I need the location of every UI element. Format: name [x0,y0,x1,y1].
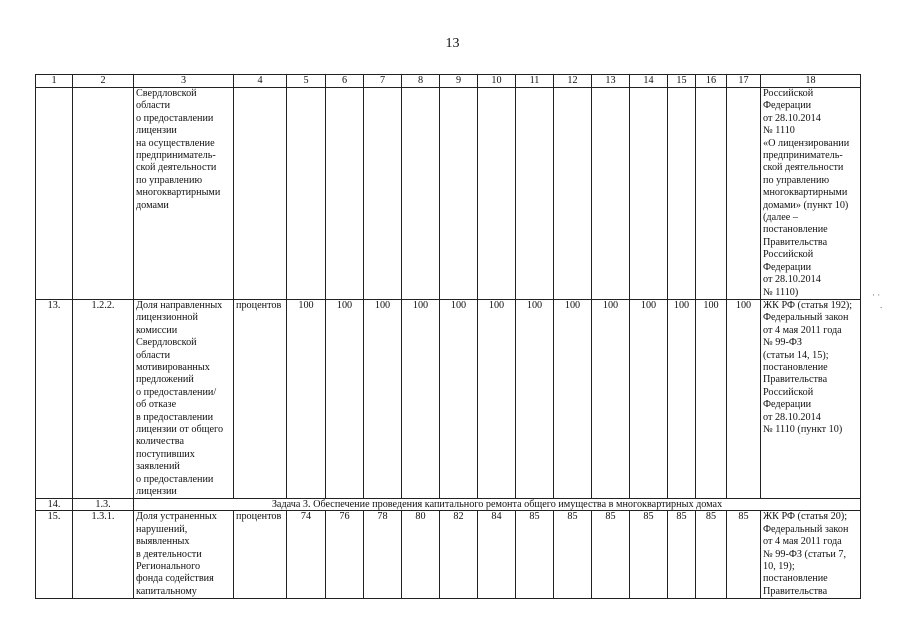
row-code: 1.3.1. [73,511,134,599]
value-cell: 100 [630,299,668,499]
legal-source: ЖК РФ (статья 20); Федеральный закон от 4 мая 2011 года № 99-ФЗ (статьи 7, 10, 19); постановление Правительства [761,511,861,599]
unit [234,88,287,300]
indicator-name: Свердловской области о предоставлении лицензии на осуществление предприниматель- ской деятельности по управлению многоквартирными домами [134,88,234,300]
value-cell: 100 [668,299,696,499]
task-row [36,499,861,511]
unit: процентов [234,511,287,599]
column-number: 11 [516,75,554,88]
value-cell [592,88,630,300]
value-cell [326,88,364,300]
value-cell: 85 [516,511,554,599]
value-cell: 74 [287,511,326,599]
row-number: 13. [36,299,73,499]
value-cell: 100 [727,299,761,499]
value-cell: 100 [326,299,364,499]
column-number: 16 [696,75,727,88]
indicator-name: Доля устраненных нарушений, выявленных в деятельности Регионального фонда содействия капитальному [134,511,234,599]
value-cell: 100 [402,299,440,499]
column-number: 9 [440,75,478,88]
value-cell: 100 [364,299,402,499]
value-cell: 85 [696,511,727,599]
value-cell: 100 [696,299,727,499]
column-number: 7 [364,75,402,88]
value-cell: 100 [592,299,630,499]
column-number: 15 [668,75,696,88]
page-number: 13 [445,36,460,51]
value-cell: 82 [440,511,478,599]
value-cell [630,88,668,300]
column-number: 13 [592,75,630,88]
row-number [36,88,73,300]
legal-source: Российской Федерации от 28.10.2014 № 1110 «О лицензировании предприниматель- ской деятельности по управлению многоквартирными домами» (пункт 10) (далее – постановление Правительства Российской Федерации от 28.10.2014 № 1110) [761,88,861,300]
value-cell [668,88,696,300]
value-cell: 100 [478,299,516,499]
legal-source: ЖК РФ (статья 192); Федеральный закон от 4 мая 2011 года № 99-ФЗ (статьи 14, 15); постановление Правительства Российской Федерации от 28.10.2014 № 1110 (пункт 10) [761,299,861,499]
scan-speck: · · [872,290,881,300]
value-cell: 76 [326,511,364,599]
value-cell: 100 [287,299,326,499]
value-cell: 100 [440,299,478,499]
value-cell [440,88,478,300]
value-cell: 85 [554,511,592,599]
column-number: 5 [287,75,326,88]
column-number-row [36,75,861,88]
column-number: 14 [630,75,668,88]
table-row [36,88,861,300]
value-cell: 85 [727,511,761,599]
task-heading: Задача 3. Обеспечение проведения капитального ремонта общего имущества в многоквартирных домах [134,499,861,511]
value-cell [402,88,440,300]
column-number: 2 [73,75,134,88]
value-cell [727,88,761,300]
value-cell [554,88,592,300]
value-cell [696,88,727,300]
value-cell: 85 [592,511,630,599]
table-row [36,299,861,499]
value-cell [287,88,326,300]
value-cell: 100 [554,299,592,499]
value-cell [364,88,402,300]
column-number: 3 [134,75,234,88]
value-cell: 85 [630,511,668,599]
unit: процентов [234,299,287,499]
column-number: 6 [326,75,364,88]
column-number: 4 [234,75,287,88]
column-number: 1 [36,75,73,88]
value-cell: 78 [364,511,402,599]
indicators-table [35,74,861,599]
column-number: 8 [402,75,440,88]
column-number: 17 [727,75,761,88]
row-code [73,88,134,300]
row-number: 15. [36,511,73,599]
indicator-name: Доля направленных лицензионной комиссии Свердловской области мотивированных предложений о предоставлении/ об отказе в предоставлении лицензии от общего количества поступивших заявлений о предоставлении лицензии [134,299,234,499]
value-cell [478,88,516,300]
value-cell: 84 [478,511,516,599]
value-cell: 100 [516,299,554,499]
value-cell: 80 [402,511,440,599]
column-number: 12 [554,75,592,88]
column-number: 18 [761,75,861,88]
value-cell [516,88,554,300]
column-number: 10 [478,75,516,88]
value-cell: 85 [668,511,696,599]
scan-speck: . [880,300,883,310]
row-code: 1.2.2. [73,299,134,499]
row-number: 14. [36,499,73,511]
row-code: 1.3. [73,499,134,511]
table-row [36,511,861,599]
